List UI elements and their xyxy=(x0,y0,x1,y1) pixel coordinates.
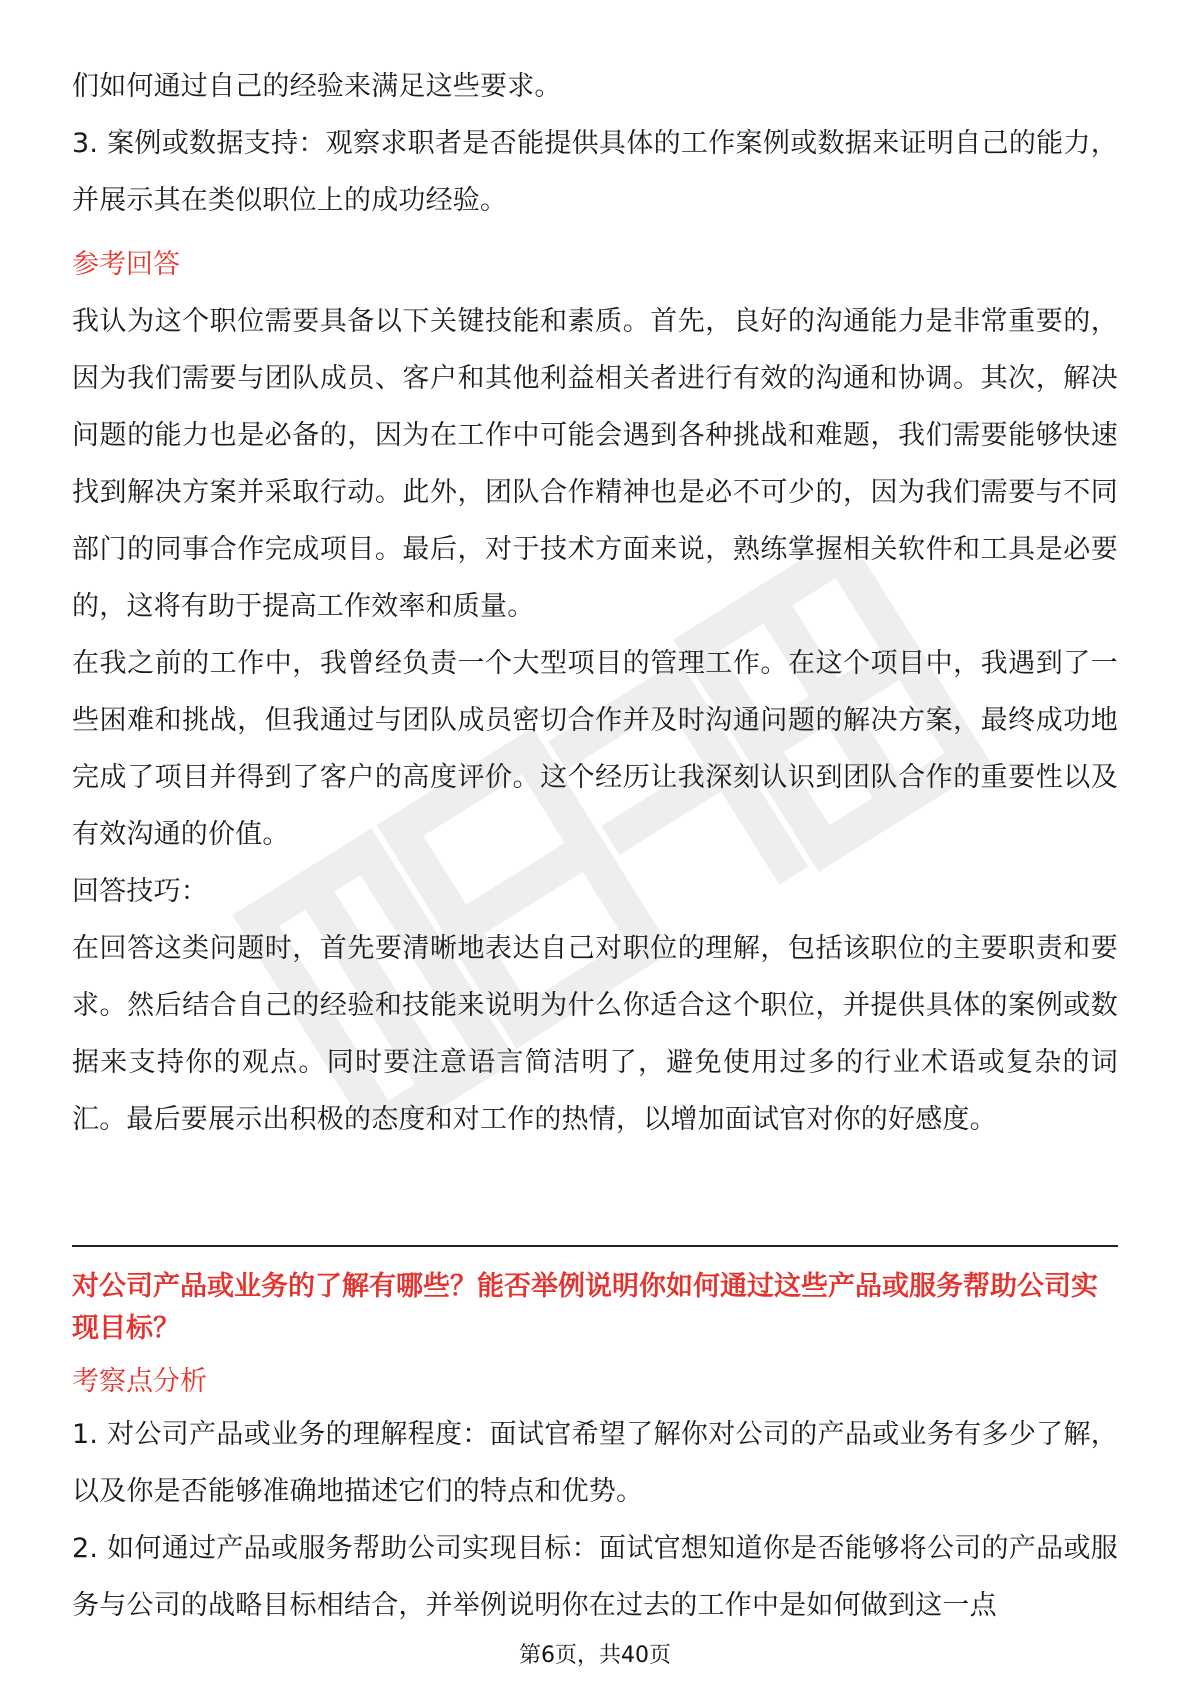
section-divider xyxy=(72,1245,1118,1247)
tips-label: 回答技巧： xyxy=(72,876,208,907)
page-number: 第6页，共40页 xyxy=(519,1643,671,1668)
analysis-point-1: 1. 对公司产品或业务的理解程度：面试官希望了解你对公司的产品或业务有多少了解，以及你是否能够准确地描述它们的特点和优势。 xyxy=(72,1419,1118,1507)
analysis-point-2: 2. 如何通过产品或服务帮助公司实现目标：面试官想知道你是否能够将公司的产品或服务与公司的战略目标相结合，并举例说明你在过去的工作中是如何做到这一点 xyxy=(72,1533,1118,1621)
tips-text: 在回答这类问题时，首先要清晰地表达自己对职位的理解，包括该职位的主要职责和要求。然后结合自己的经验和技能来说明为什么你适合这个职位，并提供具体的案例或数据来支持你的观点。同时要注意语言简洁明了，避免使用过多的行业术语或复杂的词汇。最后要展示出积极的态度和对工作的热情，以增加面试官对你的好感度。 xyxy=(72,933,1118,1135)
reference-paragraph-1: 我认为这个职位需要具备以下关键技能和素质。首先，良好的沟通能力是非常重要的，因为我们需要与团队成员、客户和其他利益相关者进行有效的沟通和协调。其次，解决问题的能力也是必备的，因为在工作中可能会遇到各种挑战和难题，我们需要能够快速找到解决方案并采取行动。此外，团队合作精神也是必不可少的，因为我们需要与不同部门的同事合作完成项目。最后，对于技术方面来说，熟练掌握相关软件和工具是必要的，这将有助于提高工作效率和质量。 xyxy=(72,306,1118,622)
point-3: 3. 案例或数据支持：观察求职者是否能提供具体的工作案例或数据来证明自己的能力，并展示其在类似职位上的成功经验。 xyxy=(72,128,1118,216)
next-question-section xyxy=(72,1266,1118,1634)
reference-paragraph-2: 在我之前的工作中，我曾经负责一个大型项目的管理工作。在这个项目中，我遇到了一些困难和挑战，但我通过与团队成员密切合作并及时沟通问题的解决方案，最终成功地完成了项目并得到了客户的高度评价。这个经历让我深刻认识到团队合作的重要性以及有效沟通的价值。 xyxy=(72,648,1118,850)
question-title: 对公司产品或业务的了解有哪些？能否举例说明你如何通过这些产品或服务帮助公司实现目标？ xyxy=(72,1271,1098,1344)
analysis-heading: 考察点分析 xyxy=(72,1366,207,1397)
continued-line: 们如何通过自己的经验来满足这些要求。 xyxy=(72,71,562,102)
page-content xyxy=(72,58,1118,1148)
reference-answer-heading: 参考回答 xyxy=(72,249,180,280)
